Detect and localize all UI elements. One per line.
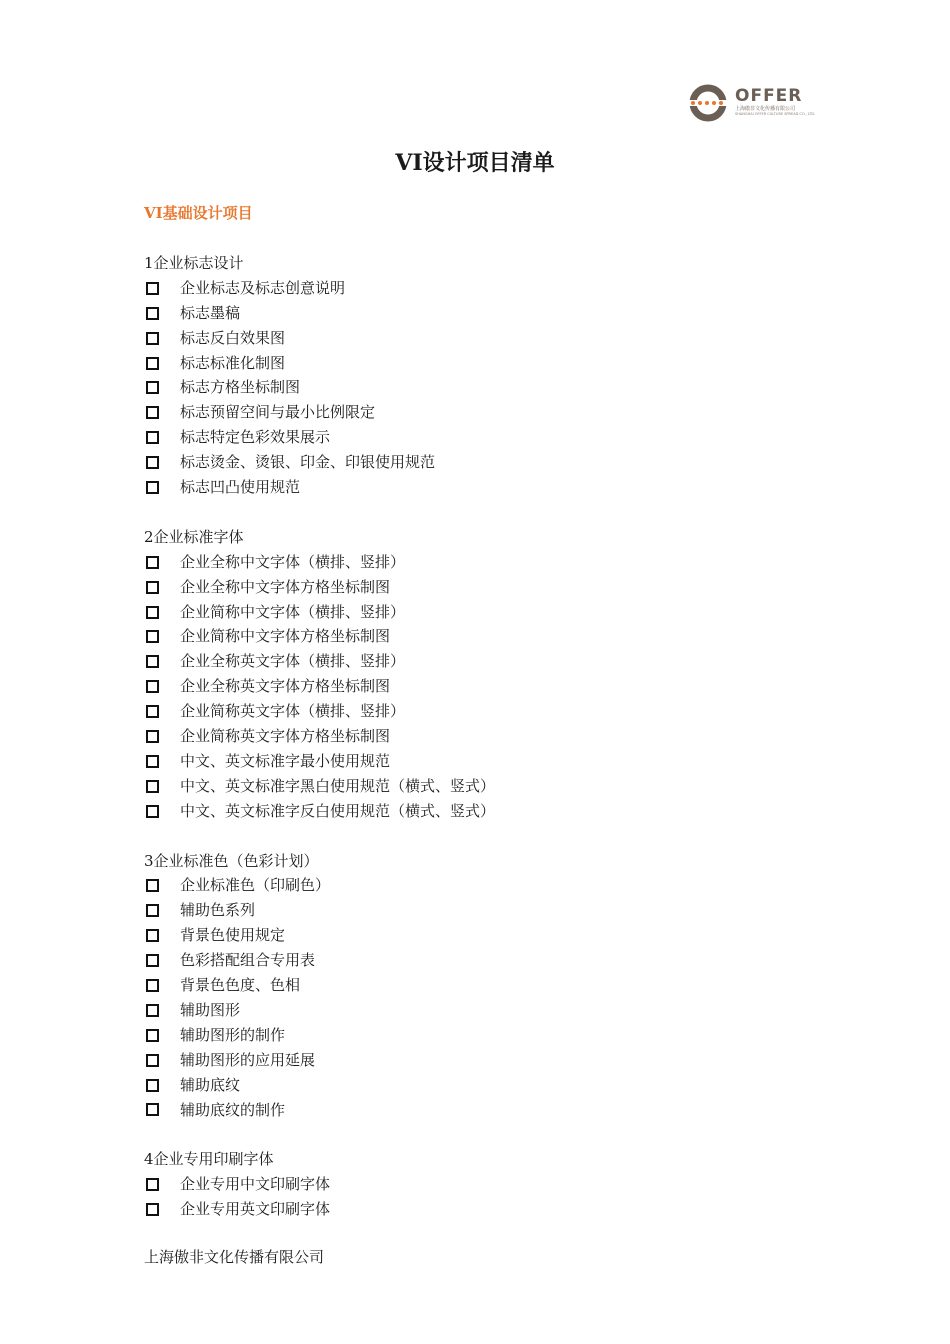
- checkbox-icon[interactable]: [146, 606, 159, 619]
- checklist-item: [144, 624, 844, 649]
- item-label: 中文、英文标准字最小使用规范: [180, 751, 391, 770]
- checklist-item: [144, 475, 844, 500]
- checklist-item: [144, 998, 844, 1023]
- company-logo: [688, 84, 816, 124]
- checklist-item: [144, 1172, 844, 1197]
- checkbox-icon[interactable]: [146, 1079, 159, 1092]
- footer-company: 上海傲非文化传播有限公司: [144, 1248, 325, 1266]
- checkbox-icon[interactable]: [146, 954, 159, 967]
- checkbox-icon[interactable]: [146, 406, 159, 419]
- checkbox-icon[interactable]: [146, 805, 159, 818]
- item-label: 辅助图形: [180, 1000, 241, 1019]
- checklist-item: [144, 724, 844, 749]
- item-label: 辅助色系列: [180, 901, 256, 920]
- checkbox-icon[interactable]: [146, 879, 159, 892]
- checklist: [144, 251, 844, 1247]
- checklist-item: [144, 600, 844, 625]
- item-label: 中文、英文标准字黑白使用规范（横式、竖式）: [180, 776, 496, 795]
- checklist-item: [144, 326, 844, 351]
- checkbox-icon[interactable]: [146, 1054, 159, 1067]
- checklist-group: [144, 849, 844, 1123]
- checkbox-icon[interactable]: [146, 780, 159, 793]
- item-label: 标志烫金、烫银、印金、印银使用规范: [180, 453, 436, 472]
- checkbox-icon[interactable]: [146, 307, 159, 320]
- item-label: 色彩搭配组合专用表: [180, 951, 316, 970]
- item-label: 标志方格坐标制图: [180, 378, 301, 397]
- item-label: 辅助底纹: [180, 1075, 241, 1094]
- checkbox-icon[interactable]: [146, 357, 159, 370]
- checklist-item: [144, 1048, 844, 1073]
- checkbox-icon[interactable]: [146, 456, 159, 469]
- group-title: 3企业标准色（色彩计划）: [144, 851, 319, 870]
- item-label: 企业简称英文字体方格坐标制图: [180, 727, 391, 746]
- item-label: 标志预留空间与最小比例限定: [180, 403, 376, 422]
- checklist-item: [144, 400, 844, 425]
- item-label: 企业简称英文字体（横排、竖排）: [180, 702, 406, 721]
- checkbox-icon[interactable]: [146, 1203, 159, 1216]
- checklist-item: [144, 276, 844, 301]
- checklist-item: [144, 973, 844, 998]
- item-label: 背景色使用规定: [180, 926, 286, 945]
- group-title: 2企业标准字体: [144, 527, 244, 546]
- checklist-item: [144, 774, 844, 799]
- checklist-item: [144, 301, 844, 326]
- item-label: 辅助底纹的制作: [180, 1100, 286, 1119]
- logo-wordmark: OFFER: [735, 86, 803, 106]
- checklist-item: [144, 699, 844, 724]
- item-label: 企业标准色（印刷色）: [180, 876, 331, 895]
- checkbox-icon[interactable]: [146, 680, 159, 693]
- item-label: 中文、英文标准字反白使用规范（横式、竖式）: [180, 801, 496, 820]
- checklist-item: [144, 1073, 844, 1098]
- checklist-item: [144, 749, 844, 774]
- checklist-group: [144, 525, 844, 824]
- checkbox-icon[interactable]: [146, 979, 159, 992]
- checkbox-icon[interactable]: [146, 381, 159, 394]
- checklist-item: [144, 948, 844, 973]
- offer-ring-icon: [688, 84, 732, 124]
- checkbox-icon[interactable]: [146, 332, 159, 345]
- checklist-item: [144, 351, 844, 376]
- item-label: 标志墨稿: [180, 303, 241, 322]
- logo-subtitle: 上海傲非文化传播有限公司: [735, 106, 796, 112]
- item-label: 标志反白效果图: [180, 328, 286, 347]
- item-label: 辅助图形的应用延展: [180, 1050, 316, 1069]
- item-label: 企业专用中文印刷字体: [180, 1175, 331, 1194]
- checklist-item: [144, 873, 844, 898]
- section-heading: VI基础设计项目: [144, 204, 253, 222]
- item-label: 标志特定色彩效果展示: [180, 428, 331, 447]
- item-label: 辅助图形的制作: [180, 1025, 286, 1044]
- checklist-item: [144, 1098, 844, 1123]
- checkbox-icon[interactable]: [146, 904, 159, 917]
- checkbox-icon[interactable]: [146, 431, 159, 444]
- checklist-item: [144, 1023, 844, 1048]
- checklist-item: [144, 799, 844, 824]
- checkbox-icon[interactable]: [146, 705, 159, 718]
- item-label: 背景色色度、色相: [180, 976, 301, 995]
- logo-subtitle-en: SHANGHAI OFFER CULTURE SPREAD CO., LTD.: [735, 112, 816, 116]
- checkbox-icon[interactable]: [146, 1178, 159, 1191]
- group-title: 4企业专用印刷字体: [144, 1150, 274, 1169]
- checklist-item: [144, 575, 844, 600]
- group-title: 1企业标志设计: [144, 254, 244, 272]
- checklist-item: [144, 923, 844, 948]
- checkbox-icon[interactable]: [146, 282, 159, 295]
- item-label: 企业全称英文字体（横排、竖排）: [180, 652, 406, 671]
- checkbox-icon[interactable]: [146, 481, 159, 494]
- checkbox-icon[interactable]: [146, 1004, 159, 1017]
- checklist-item: [144, 674, 844, 699]
- checkbox-icon[interactable]: [146, 1103, 159, 1116]
- checklist-item: [144, 550, 844, 575]
- checklist-item: [144, 649, 844, 674]
- item-label: 企业简称中文字体（横排、竖排）: [180, 602, 406, 621]
- item-label: 标志凹凸使用规范: [180, 478, 301, 497]
- checkbox-icon[interactable]: [146, 1029, 159, 1042]
- checklist-item: [144, 375, 844, 400]
- item-label: 企业全称英文字体方格坐标制图: [180, 677, 391, 696]
- item-label: 标志标准化制图: [180, 353, 286, 372]
- checkbox-icon[interactable]: [146, 556, 159, 569]
- checkbox-icon[interactable]: [146, 730, 159, 743]
- checkbox-icon[interactable]: [146, 755, 159, 768]
- item-label: 企业专用英文印刷字体: [180, 1200, 331, 1219]
- checkbox-icon[interactable]: [146, 630, 159, 643]
- checklist-item: [144, 450, 844, 475]
- checkbox-icon[interactable]: [146, 929, 159, 942]
- item-label: 企业标志及标志创意说明: [180, 278, 346, 297]
- checkbox-icon[interactable]: [146, 581, 159, 594]
- checkbox-icon[interactable]: [146, 655, 159, 668]
- checklist-group: [144, 1147, 844, 1222]
- checklist-group: [144, 251, 844, 500]
- item-label: 企业简称中文字体方格坐标制图: [180, 627, 391, 646]
- item-label: 企业全称中文字体（横排、竖排）: [180, 552, 406, 571]
- page-title: VI设计项目清单: [395, 150, 555, 176]
- item-label: 企业全称中文字体方格坐标制图: [180, 577, 391, 596]
- checklist-item: [144, 425, 844, 450]
- checklist-item: [144, 898, 844, 923]
- checklist-item: [144, 1197, 844, 1222]
